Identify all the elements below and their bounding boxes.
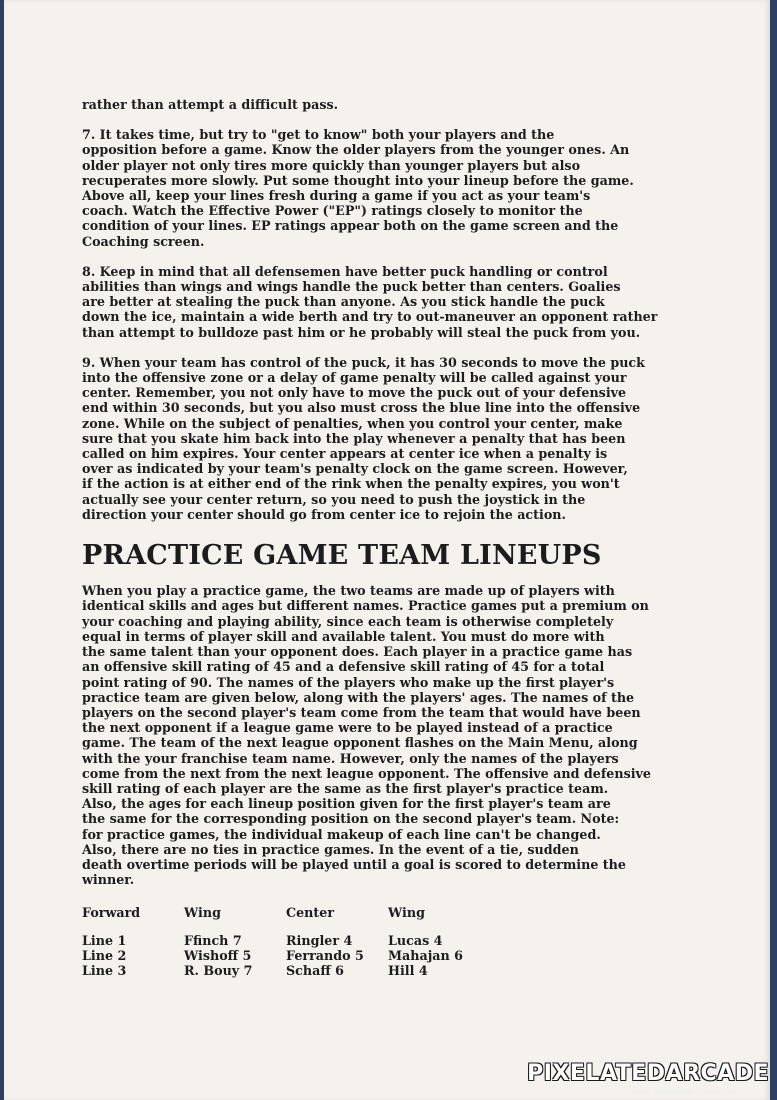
lineup-row (82, 948, 712, 963)
lineup-cell: Schaff 6 (286, 963, 344, 979)
lineup-cell: Ringler 4 (286, 933, 353, 949)
section-heading: PRACTICE GAME TEAM LINEUPS (82, 540, 602, 572)
lineup-cell: Ferrando 5 (286, 948, 364, 964)
lineup-header: Wing (184, 905, 221, 921)
bleed-through-text (704, 80, 770, 980)
lineup-header: Wing (388, 905, 425, 921)
lineup-cell: Lucas 4 (388, 933, 443, 949)
paragraph-7: 7. It takes time, but try to "get to know" both your players and the opposition before a game. Know the older players from the younger ones. An older player not only tires more quickly than younger players but also recuperates more slowly. Put some thought into your lineup before the game. Above all, keep your lines fresh during a game if you act as your team's coach. Watch the Effective Power ("EP") ratings closely to monitor the condition of your lines. EP ratings appear both on the game screen and the Coaching screen. (82, 127, 634, 249)
paragraph-8: 8. Keep in mind that all defensemen have better puck handling or control abilities than wings and wings handle the puck better than centers. Goalies are better at stealing the puck than anyone. As you stick handle the puck down the ice, maintain a wide berth and try to out-maneuver an opponent rather than attempt to bulldoze past him or he probably will steal the puck from you. (82, 263, 658, 340)
lineup-cell: Wishoff 5 (184, 948, 252, 964)
watermark-logo: PIXELATEDARCADE (527, 1061, 769, 1086)
watermark-url: www.pixelatedarcade.com (631, 1087, 737, 1096)
lineup-cell: R. Bouy 7 (184, 963, 253, 979)
manual-page (4, 0, 770, 1100)
page-content (82, 97, 712, 978)
section-body: When you play a practice game, the two teams are made up of players with identical skills and ages but different names. Practice games put a premium on your coaching and playing ability, since each team is otherwise completely equal in terms of player skill and available talent. You must do more with the same talent than your opponent does. Each player in a practice game has an offensive skill rating of 45 and a defensive skill rating of 45 for a total point rating of 90. The names of the players who make up the first player's practice team are given below, along with the players' ages. The names of the players on the second player's team come from the team that would have been the next opponent if a league game were to be played instead of a practice game. The team of the next league opponent flashes on the Main Menu, along with the your franchise team name. However, only the names of the players come from the next from the next league opponent. The offensive and defensive skill rating of each player are the same as the first player's practice team. Also, the ages for each lineup position given for the first player's team are the same for the corresponding position on the second player's team. Note: for practice games, the individual makeup of each line can't be changed. Also, there are no ties in practice games. In the event of a tie, sudden death overtime periods will be played until a goal is scored to determine the winner. (82, 583, 651, 888)
lineup-row (82, 933, 712, 948)
lineup-cell: Line 1 (82, 933, 127, 949)
lineup-cell: Line 2 (82, 948, 127, 964)
lineup-header-row (82, 905, 712, 920)
lineup-cell: Line 3 (82, 963, 127, 979)
lineup-header: Center (286, 905, 335, 921)
lineup-cell: Mahajan 6 (388, 948, 463, 964)
paragraph-6-tail: rather than attempt a difficult pass. (82, 97, 339, 112)
lineup-cell: Ffinch 7 (184, 933, 242, 949)
lineup-cell: Hill 4 (388, 963, 428, 979)
lineup-table (82, 905, 712, 978)
paragraph-9: 9. When your team has control of the puck, it has 30 seconds to move the puck into the offensive zone or a delay of game penalty will be called against your center. Remember, you not only have to move the puck out of your defensive end within 30 seconds, but you also must cross the blue line into the offensive zone. While on the subject of penalties, when you control your center, make sure that you skate him back into the play whenever a penalty that has been called on him expires. Your center appears at center ice when a penalty is over as indicated by your team's penalty clock on the game screen. However, if the action is at either end of the rink when the penalty expires, you won't actually see your center return, so you need to push the joystick in the direction your center should go from center ice to rejoin the action. (82, 354, 645, 522)
lineup-header: Forward (82, 905, 141, 921)
lineup-row (82, 963, 712, 978)
